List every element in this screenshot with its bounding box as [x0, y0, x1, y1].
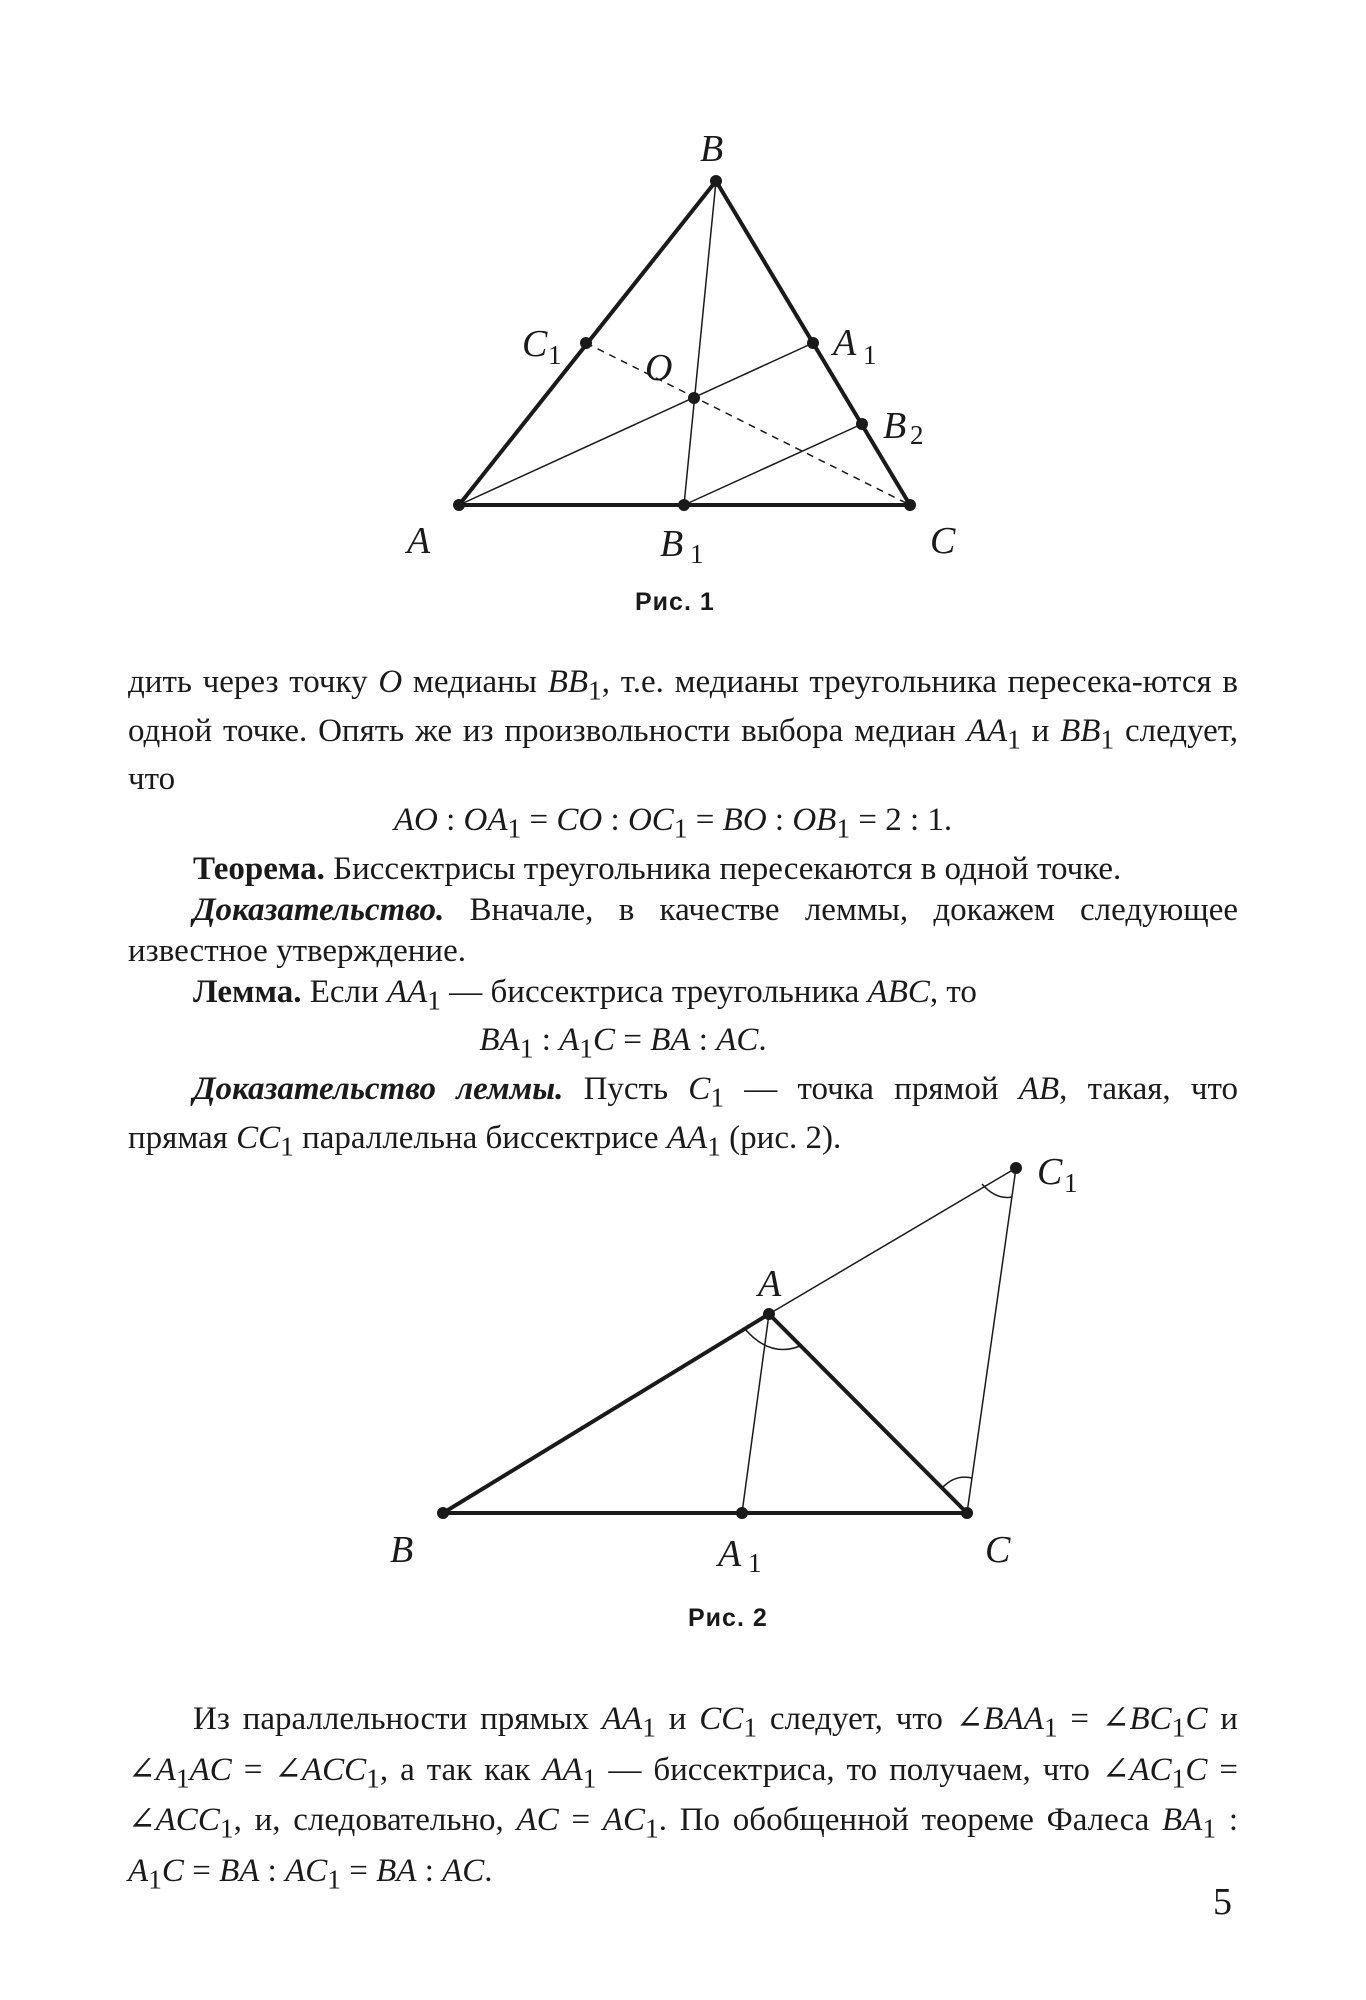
- label-C1-sub: 1: [548, 340, 562, 370]
- point-C1: [1010, 1162, 1022, 1174]
- point-A: [763, 1308, 775, 1320]
- point-B1: [678, 499, 690, 511]
- angle-arc-C: [942, 1477, 972, 1488]
- label-B2: B: [883, 405, 907, 447]
- label-A1: A: [833, 322, 857, 364]
- equation-ratio: AO : $OA_1$ = CO : $OC_1$ = BO : $OB_1 = 2$ : 1.: [393, 802, 953, 844]
- point-B: [710, 175, 722, 187]
- bisector-AA1: [742, 1314, 769, 1513]
- figure-2-bisector: [0, 1120, 1366, 1620]
- label-A1-sub: 1: [748, 1548, 762, 1578]
- label-B: B: [700, 128, 724, 170]
- point-C1: [580, 337, 592, 349]
- line-CC1: [967, 1168, 1016, 1513]
- point-O: [688, 392, 700, 404]
- point-A: [453, 499, 465, 511]
- theorem: Теорема. Биссектрисы треугольника пересекаются в одной точке.: [193, 850, 1122, 887]
- label-C: C: [930, 520, 956, 562]
- extension-AC1: [769, 1168, 1016, 1314]
- side-BA: [443, 1314, 769, 1513]
- equation-lemma: $BA_1$ : $A_1C$ = BA : AC.: [479, 1022, 767, 1064]
- label-A1: A: [718, 1533, 742, 1575]
- point-B: [437, 1507, 449, 1519]
- label-A: A: [407, 520, 431, 562]
- paragraph-medians-conclusion: дить через точку O медианы $BB_1$, т.е. медианы треугольника пересека-ются в одной точке. Опять же из произвольности выбора медиан $AA_1$ и $BB_1$ следует, что: [128, 664, 1238, 798]
- proof: Доказательство. Вначале, в качестве леммы, докажем следующее известное утверждение.: [128, 891, 1238, 969]
- label-C1: C: [1037, 1151, 1063, 1193]
- label-B1-sub: 1: [690, 539, 704, 569]
- label-A: A: [758, 1263, 782, 1305]
- label-B: B: [390, 1529, 414, 1571]
- point-C: [904, 499, 916, 511]
- label-C1-sub: 1: [1064, 1168, 1078, 1198]
- label-O: O: [645, 347, 673, 389]
- lemma-proof: Доказательство леммы. Пусть $C_1$ — точка прямой AB, такая, что прямая $CC_1$ параллельна биссектрисе $AA_1$ (рис. 2).: [128, 1070, 1238, 1162]
- median-BB1: [684, 181, 716, 505]
- label-B1: B: [660, 523, 684, 565]
- side-AC: [769, 1314, 967, 1513]
- label-C1: C: [522, 323, 548, 365]
- text-block-2: [128, 1698, 1238, 1900]
- paragraph-thales: Из параллельности прямых $AA_1$ и $CC_1$ следует, что $\angle BAA_1$ = $\angle BC_1C$ и $\angle A_1AC$ = $\angle ACC_1$, а так как $AA_1$ — биссектриса, то получаем, что $\angle AC_1C$ = $\angle ACC_1$, и, следовательно, AC = $AC_1$. По обобщенной теореме Фалеса $BA_1$ : $A_1C$ = BA : $AC_1$ = BA : AC.: [128, 1701, 1238, 1895]
- page-number: 5: [1213, 1881, 1232, 1923]
- label-C: C: [985, 1529, 1011, 1571]
- label-A1-sub: 1: [863, 340, 877, 370]
- figure-2-caption: Рис. 2: [688, 1604, 768, 1632]
- figure-1-triangle-medians: [0, 0, 1366, 620]
- point-A1: [807, 337, 819, 349]
- point-B2: [856, 418, 868, 430]
- label-B2-sub: 2: [910, 420, 924, 450]
- point-A1: [736, 1507, 748, 1519]
- lemma: Лемма. Если $AA_1$ — биссектриса треугольника ABC, то: [193, 973, 977, 1016]
- figure-1-caption: Рис. 1: [635, 588, 715, 616]
- point-C: [961, 1507, 973, 1519]
- text-block-1: [128, 662, 1238, 1166]
